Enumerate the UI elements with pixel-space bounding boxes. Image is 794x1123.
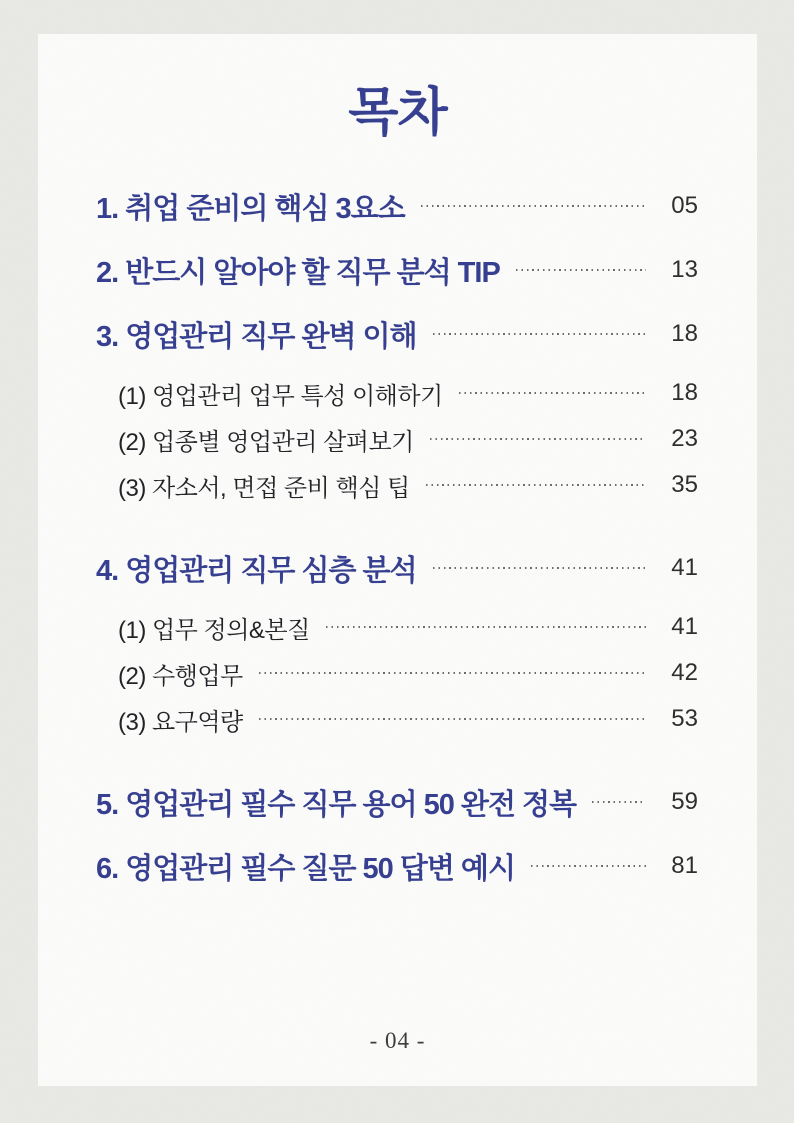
toc-item-page: 41	[671, 554, 698, 581]
toc-item-label: (3) 요구역량	[118, 708, 243, 736]
toc-item-page: 59	[671, 788, 698, 815]
dotted-leader	[516, 269, 646, 271]
dotted-leader	[259, 718, 646, 720]
toc-item-label: (2) 업종별 영업관리 살펴보기	[118, 428, 414, 456]
dotted-leader	[326, 626, 646, 628]
footer-page-number: - 04 -	[369, 1028, 426, 1053]
toc-item-page: 05	[671, 192, 698, 219]
toc-item[interactable]	[38, 376, 757, 410]
toc-item-label: 4. 영업관리 직무 심층 분석	[96, 554, 417, 587]
toc-item-page: 18	[671, 320, 698, 347]
toc-title: 목차	[348, 84, 447, 142]
toc-item[interactable]	[38, 468, 757, 502]
toc-item-label: (3) 자소서, 면접 준비 핵심 팁	[118, 474, 410, 502]
toc-item-label: (2) 수행업무	[118, 662, 243, 690]
toc-item-page: 53	[671, 705, 698, 732]
toc-item-page: 13	[671, 256, 698, 283]
toc-item-label: 2. 반드시 알아야 할 직무 분석 TIP	[96, 256, 500, 289]
toc-item-page: 42	[671, 659, 698, 686]
dotted-leader	[531, 865, 646, 867]
document-page	[38, 34, 757, 1086]
toc-item-label: (1) 업무 정의&본질	[118, 616, 310, 644]
toc-item-page: 41	[671, 613, 698, 640]
toc-item[interactable]	[38, 782, 757, 822]
toc-list	[38, 186, 757, 886]
toc-item[interactable]	[38, 656, 757, 690]
toc-item[interactable]	[38, 186, 757, 226]
toc-item[interactable]	[38, 314, 757, 354]
toc-item-label: 5. 영업관리 필수 직무 용어 50 완전 정복	[96, 788, 577, 821]
dotted-leader	[459, 392, 646, 394]
toc-item[interactable]	[38, 610, 757, 644]
toc-item[interactable]	[38, 548, 757, 588]
dotted-leader	[433, 333, 646, 335]
toc-item-label: 6. 영업관리 필수 질문 50 답변 예시	[96, 852, 515, 885]
dotted-leader	[426, 484, 646, 486]
dotted-leader	[421, 205, 646, 207]
toc-item-label: 1. 취업 준비의 핵심 3요소	[96, 192, 405, 225]
dotted-leader	[259, 672, 646, 674]
toc-item[interactable]	[38, 250, 757, 290]
toc-item-page: 81	[671, 852, 698, 879]
toc-item-page: 35	[671, 471, 698, 498]
toc-item-page: 23	[671, 425, 698, 452]
dotted-leader	[592, 801, 646, 803]
dotted-leader	[430, 438, 646, 440]
dotted-leader	[433, 567, 646, 569]
toc-item[interactable]	[38, 422, 757, 456]
toc-item-page: 18	[671, 379, 698, 406]
toc-item-label: 3. 영업관리 직무 완벽 이해	[96, 320, 417, 353]
toc-item-label: (1) 영업관리 업무 특성 이해하기	[118, 382, 443, 410]
toc-item[interactable]	[38, 846, 757, 886]
toc-item[interactable]	[38, 702, 757, 736]
